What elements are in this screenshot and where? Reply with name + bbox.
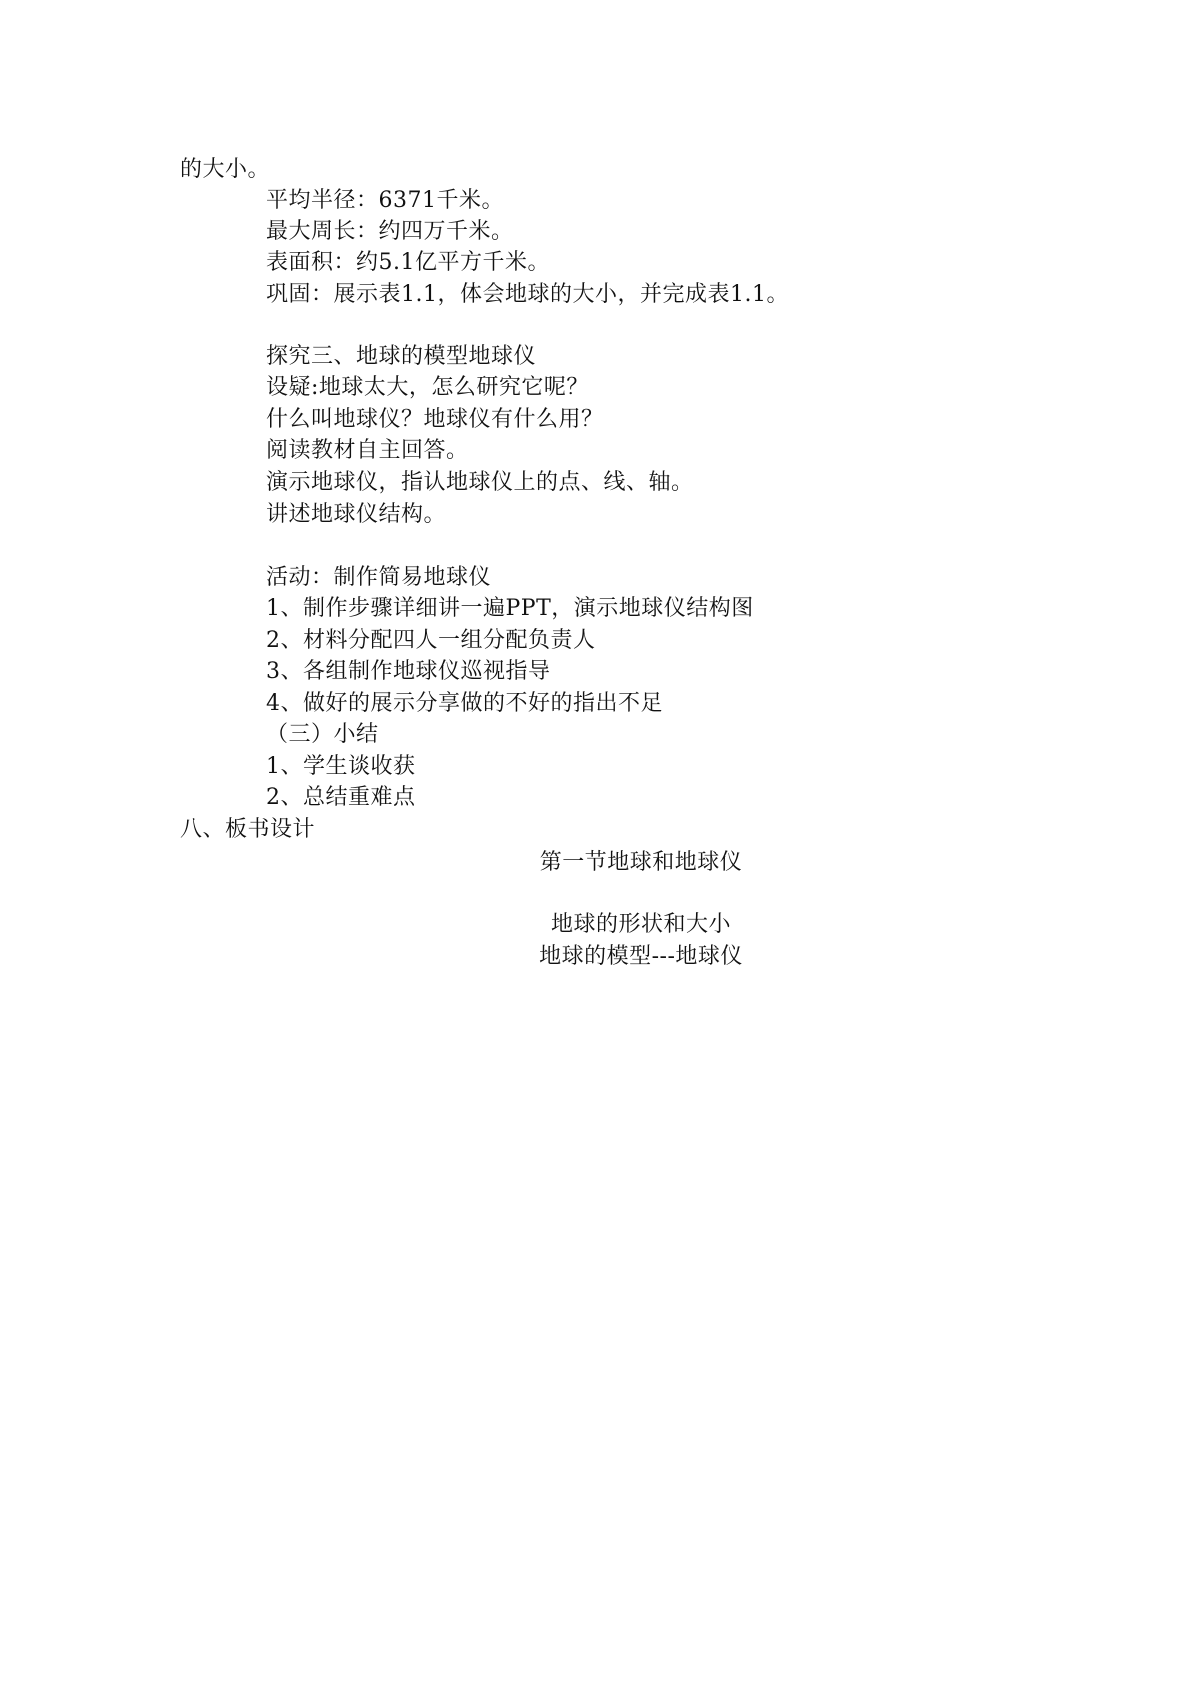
activity-step: 2、材料分配四人一组分配负责人: [266, 628, 596, 653]
continued-line: 的大小。: [180, 157, 271, 182]
text-line-circumference: 最大周长：约四万千米。: [266, 219, 514, 244]
text-line-consolidation: 巩固：展示表1.1，体会地球的大小，并完成表1.1。: [266, 282, 789, 307]
text-line: 讲述地球仪结构。: [266, 502, 447, 527]
activity-step: 1、制作步骤详细讲一遍PPT，演示地球仪结构图: [266, 596, 754, 621]
activity-step: 4、做好的展示分享做的不好的指出不足: [266, 691, 663, 716]
text-line: 设疑:地球太大，怎么研究它呢？: [266, 375, 589, 400]
explore3-heading: 探究三、地球的模型地球仪: [266, 344, 537, 369]
activity-step: 3、各组制作地球仪巡视指导: [266, 659, 551, 684]
text-line: 演示地球仪，指认地球仪上的点、线、轴。: [266, 470, 694, 495]
activity-heading: 活动：制作简易地球仪: [266, 565, 492, 590]
text-line-radius: 平均半径：6371千米。: [266, 188, 504, 213]
board-item: 地球的形状和大小: [550, 912, 731, 937]
summary-heading: （三）小结: [266, 722, 379, 747]
board-item: 地球的模型---地球仪: [539, 944, 743, 969]
board-title: 第一节地球和地球仪: [539, 850, 743, 875]
summary-item: 1、学生谈收获: [266, 754, 416, 779]
text-line: 阅读教材自主回答。: [266, 438, 469, 463]
text-line-surface-area: 表面积：约5.1亿平方千米。: [266, 250, 550, 275]
summary-item: 2、总结重难点: [266, 785, 416, 810]
board-design-heading: 八、板书设计: [180, 817, 316, 842]
text-line: 什么叫地球仪？地球仪有什么用？: [266, 407, 604, 432]
